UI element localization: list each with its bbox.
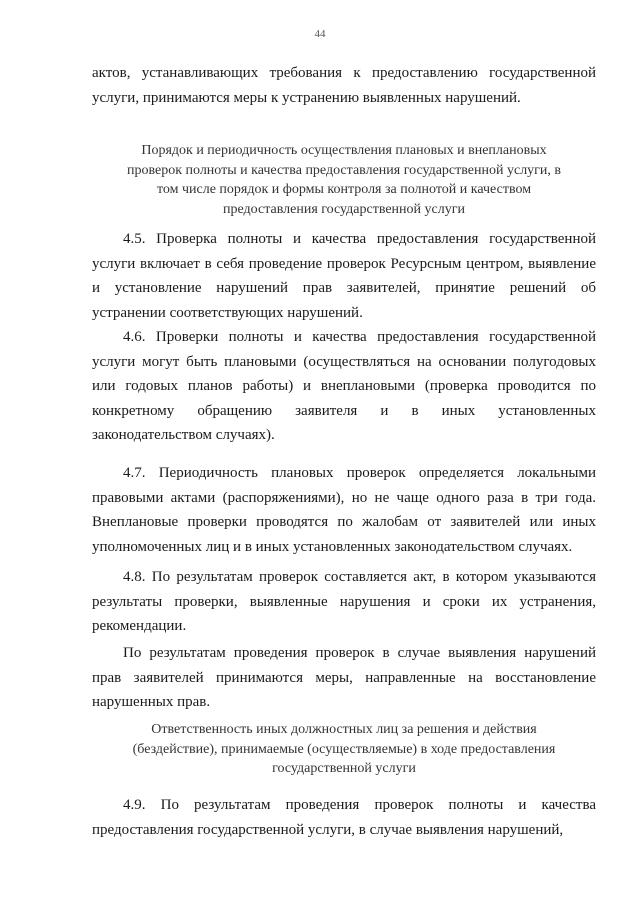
paragraph-4-9: 4.9. По результатам проведения проверок полноты и качества предоставления государственной услуги, в случае выявления нарушений,	[92, 797, 596, 838]
paragraph-4-6: 4.6. Проверки полноты и качества предоставления государственной услуги могут быть плановыми (осуществляться на основании полугодовых или годовых планов работы) и внеплановыми (проверка проводится по конкретному обращению заявителя и в иных установленных законодательством случаях).	[92, 329, 596, 444]
paragraph-4-8: 4.8. По результатам проверок составляется акт, в котором указываются результаты проверки, выявленные нарушения и сроки их устранения, рекомендации.	[92, 569, 596, 635]
paragraph-4-7: 4.7. Периодичность плановых проверок определяется локальными правовыми актами (распоряжениями), но не чаще одного раза в три года. Внеплановые проверки проводятся по жалобам от заявителей или иных уполномоченных лиц и в иных установленных законодательством случаях.	[92, 465, 596, 555]
paragraph-4-8-measures: По результатам проведения проверок в случае выявления нарушений прав заявителей принимаются меры, направленные на восстановление нарушенных прав.	[92, 645, 596, 711]
paragraph-4-5: 4.5. Проверка полноты и качества предоставления государственной услуги включает в себя проведение проверок Ресурсным центром, выявление и установление нарушений прав заявителей, принятие решений об устранении соответствующих нарушений.	[92, 231, 596, 321]
section-heading-inspections: Порядок и периодичность осуществления плановых и внеплановых проверок полноты и качества предоставления государственной услуги, в том числе порядок и формы контроля за полнотой и качеством предоставления государственной услуги	[126, 143, 562, 217]
paragraph-continuation: актов, устанавливающих требования к предоставлению государственной услуги, принимаются меры к устранению выявленных нарушений.	[92, 65, 596, 106]
section-heading-responsibility: Ответственность иных должностных лиц за решения и действия (бездействие), принимаемые (осуществляемые) в ходе предоставления государственной услуги	[132, 722, 556, 776]
page-number: 44	[314, 28, 326, 40]
